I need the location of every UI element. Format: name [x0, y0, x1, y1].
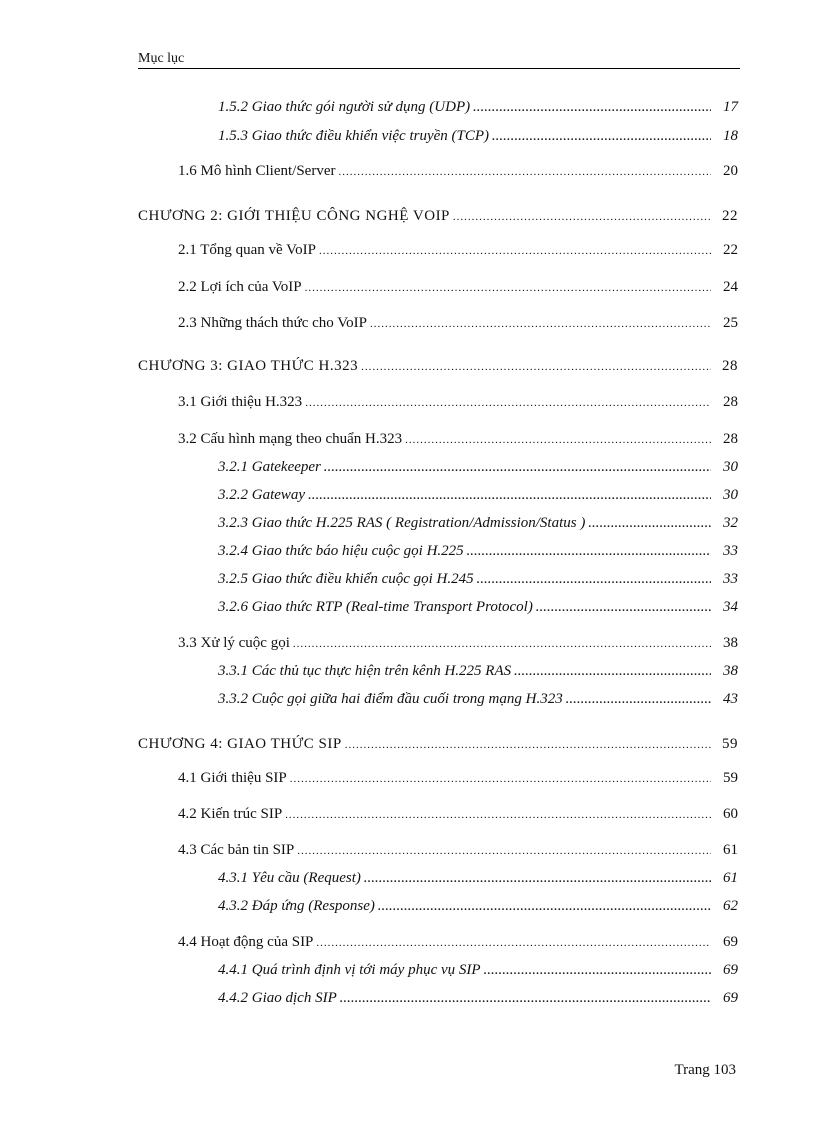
toc-entry-page: 28 — [723, 431, 738, 447]
toc-entry — [218, 689, 738, 710]
toc-entry-page: 38 — [723, 635, 738, 651]
toc-dot-leader — [492, 127, 711, 147]
toc-entry-label: 3.2.4 Giao thức báo hiệu cuộc gọi H.225 — [218, 543, 464, 559]
toc-entry-page: 22 — [722, 208, 738, 224]
toc-entry — [218, 126, 738, 147]
toc-entry — [138, 356, 738, 377]
toc-entry-page: 22 — [723, 242, 738, 258]
toc-entry-page: 69 — [723, 990, 738, 1006]
toc-dot-leader — [370, 314, 711, 334]
toc-entry-label: 1.5.2 Giao thức gói người sử dụng (UDP) — [218, 99, 471, 115]
toc-dot-leader — [293, 634, 711, 654]
toc-entry-page: 32 — [723, 515, 738, 531]
toc-entry — [218, 896, 738, 917]
toc-dot-leader — [339, 162, 712, 182]
toc-entry — [218, 988, 738, 1009]
toc-entry-label: 1.6 Mô hình Client/Server — [178, 163, 336, 179]
toc-entry-label: 3.2.3 Giao thức H.225 RAS ( Registration/Admission/Status ) — [218, 515, 586, 531]
toc-dot-leader — [484, 961, 711, 981]
toc-dot-leader — [316, 933, 711, 953]
toc-entry-label: 4.3 Các bản tin SIP — [178, 842, 295, 858]
toc-dot-leader — [308, 486, 711, 506]
toc-entry-page: 18 — [723, 128, 738, 144]
toc-dot-leader — [514, 662, 711, 682]
toc-dot-leader — [405, 430, 711, 450]
toc-entry-page: 25 — [723, 315, 738, 331]
toc-entry — [178, 840, 738, 861]
toc-entry-label: 2.1 Tổng quan về VoIP — [178, 242, 316, 258]
toc-entry — [178, 429, 738, 450]
toc-entry-label: 3.2 Cấu hình mạng theo chuẩn H.323 — [178, 431, 403, 447]
toc-entry-page: 17 — [723, 99, 738, 115]
toc-dot-leader — [345, 735, 711, 755]
toc-entry-page: 28 — [722, 358, 738, 374]
toc-entry — [138, 734, 738, 755]
toc-entry — [178, 161, 738, 182]
toc-entry-page: 60 — [723, 806, 738, 822]
toc-entry — [178, 804, 738, 825]
toc-entry — [178, 277, 738, 298]
toc-entry-label: 4.3.1 Yêu cầu (Request) — [218, 870, 361, 886]
toc-entry — [218, 485, 738, 506]
toc-dot-leader — [378, 897, 711, 917]
toc-entry-label: 4.2 Kiến trúc SIP — [178, 806, 283, 822]
toc-entry-page: 62 — [723, 898, 738, 914]
toc-dot-leader — [566, 690, 711, 710]
toc-entry-page: 61 — [723, 870, 738, 886]
toc-entry-label: 4.3.2 Đáp ứng (Response) — [218, 898, 375, 914]
toc-entry-label: 3.2.5 Giao thức điều khiển cuộc gọi H.245 — [218, 571, 474, 587]
toc-entry-label: 3.3.1 Các thủ tục thực hiện trên kênh H.225 RAS — [218, 663, 512, 679]
toc-entry — [218, 513, 738, 534]
toc-entry-label: CHƯƠNG 3: GIAO THỨC H.323 — [138, 358, 359, 374]
toc-entry-page: 59 — [722, 736, 738, 752]
toc-entry — [218, 960, 738, 981]
toc-entry-page: 34 — [723, 599, 738, 615]
toc-entry — [218, 868, 738, 889]
toc-entry-page: 69 — [723, 934, 738, 950]
toc-dot-leader — [305, 393, 711, 413]
toc-entry — [218, 541, 738, 562]
toc-dot-leader — [290, 769, 711, 789]
toc-entry-page: 61 — [723, 842, 738, 858]
toc-dot-leader — [319, 241, 711, 261]
toc-entry — [178, 768, 738, 789]
toc-dot-leader — [305, 278, 711, 298]
toc-entry-label: 4.4.2 Giao dịch SIP — [218, 990, 337, 1006]
toc-entry-label: 3.2.1 Gatekeeper — [218, 459, 321, 475]
toc-entry-label: 3.3.2 Cuộc gọi giữa hai điểm đầu cuối trong mạng H.323 — [218, 691, 563, 707]
toc-entry-label: 1.5.3 Giao thức điều khiển việc truyền (TCP) — [218, 128, 490, 144]
toc-dot-leader — [324, 458, 711, 478]
toc-dot-leader — [477, 570, 711, 590]
toc-entry-label: 2.3 Những thách thức cho VoIP — [178, 315, 368, 331]
toc-dot-leader — [361, 357, 711, 377]
toc-entry — [178, 633, 738, 654]
toc-entry-label: 3.3 Xử lý cuộc gọi — [178, 635, 290, 651]
toc-entry-page: 38 — [723, 663, 738, 679]
toc-entry-page: 69 — [723, 962, 738, 978]
toc-entry-label: 4.1 Giới thiệu SIP — [178, 770, 287, 786]
toc-entry-label: CHƯƠNG 2: GIỚI THIỆU CÔNG NGHỆ VOIP — [138, 208, 450, 224]
toc-dot-leader — [588, 514, 711, 534]
toc-entry — [178, 240, 738, 261]
toc-entry-page: 24 — [723, 279, 738, 295]
toc-dot-leader — [453, 207, 711, 227]
toc-entry — [218, 97, 738, 118]
toc-entry — [178, 313, 738, 334]
toc-entry — [218, 457, 738, 478]
page-number: Trang 103 — [674, 1062, 736, 1078]
toc-entry — [218, 661, 738, 682]
header-title: Mục lục — [138, 51, 185, 66]
toc-dot-leader — [297, 841, 711, 861]
toc-entry — [218, 569, 738, 590]
toc-entry-page: 30 — [723, 487, 738, 503]
toc-entry — [178, 392, 738, 413]
page-footer — [600, 1060, 736, 1080]
toc-entry-page: 20 — [723, 163, 738, 179]
toc-entry-page: 43 — [723, 691, 738, 707]
toc-entry-label: 3.2.2 Gateway — [218, 487, 306, 503]
toc-entry — [138, 206, 738, 227]
toc-entry-page: 33 — [723, 571, 738, 587]
toc-dot-leader — [473, 98, 711, 118]
toc-entry — [218, 597, 738, 618]
toc-entry — [178, 932, 738, 953]
page-header — [138, 50, 740, 69]
toc-dot-leader — [340, 989, 711, 1009]
toc-entry-label: CHƯƠNG 4: GIAO THỨC SIP — [138, 736, 342, 752]
toc-dot-leader — [467, 542, 711, 562]
toc-dot-leader — [285, 805, 711, 825]
toc-entry-page: 28 — [723, 394, 738, 410]
toc-entry-label: 3.1 Giới thiệu H.323 — [178, 394, 303, 410]
toc-entry-label: 3.2.6 Giao thức RTP (Real-time Transport Protocol) — [218, 599, 533, 615]
toc-entry-label: 4.4 Hoạt động của SIP — [178, 934, 314, 950]
toc-dot-leader — [364, 869, 711, 889]
toc-entry-label: 4.4.1 Quá trình định vị tới máy phục vụ SIP — [218, 962, 481, 978]
toc-entry-page: 33 — [723, 543, 738, 559]
toc-dot-leader — [536, 598, 711, 618]
toc-entry-label: 2.2 Lợi ích của VoIP — [178, 279, 302, 295]
toc-entry-page: 30 — [723, 459, 738, 475]
toc-entry-page: 59 — [723, 770, 738, 786]
